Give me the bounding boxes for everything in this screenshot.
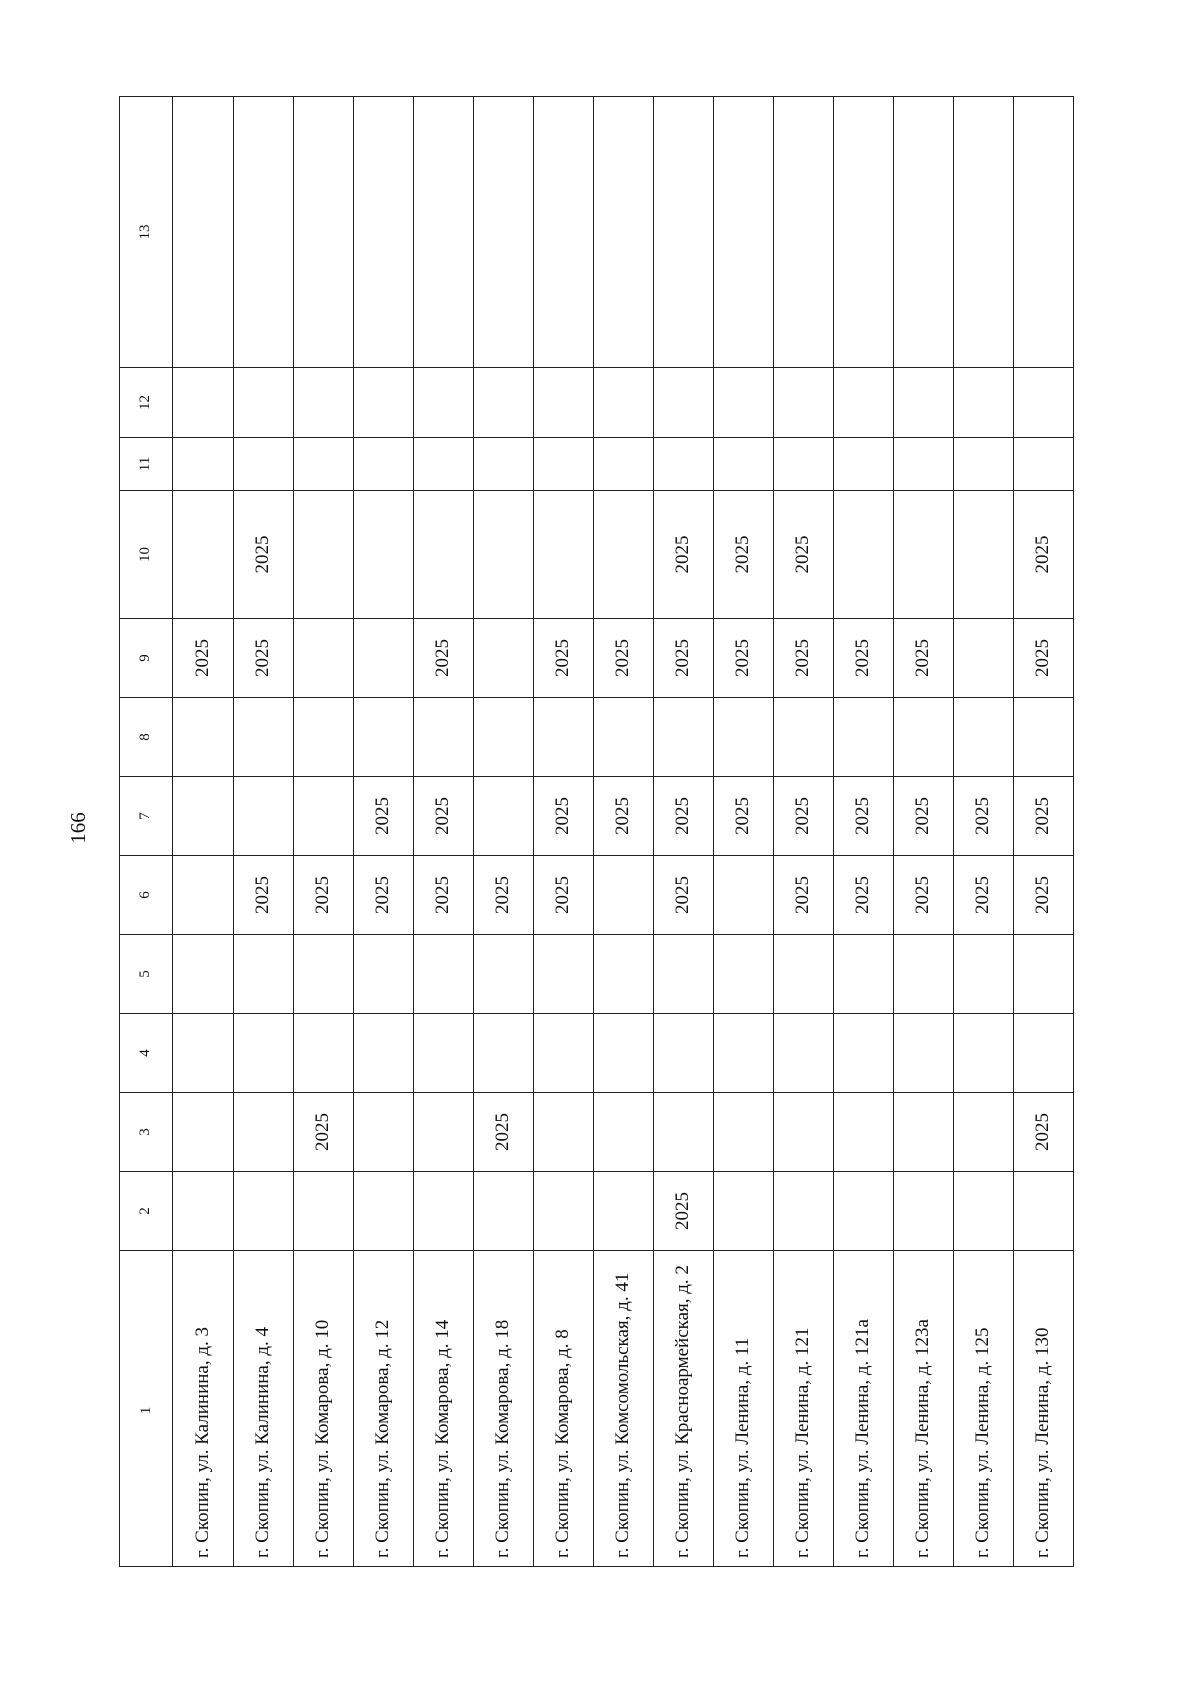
table-row: [833, 97, 893, 1567]
year-cell: [833, 97, 893, 368]
year-cell: 2025: [713, 619, 773, 698]
year-cell: [473, 1014, 533, 1093]
year-cell: [172, 698, 233, 777]
year-cell: [533, 368, 593, 438]
year-cell: [653, 1014, 713, 1093]
year-cell: [233, 1093, 293, 1172]
year-cell: 2025: [1013, 619, 1073, 698]
year-cell: [773, 97, 833, 368]
year-cell: 2025: [413, 777, 473, 856]
year-cell: [293, 619, 353, 698]
year-cell: 2025: [353, 856, 413, 935]
address-cell: г. Скопин, ул. Комарова, д. 12: [353, 1251, 413, 1567]
address-cell: г. Скопин, ул. Калинина, д. 4: [233, 1251, 293, 1567]
year-cell: [413, 698, 473, 777]
year-cell: [413, 368, 473, 438]
year-cell: [533, 1014, 593, 1093]
year-cell: [593, 935, 653, 1014]
data-table: [119, 96, 1074, 1567]
year-cell: [593, 97, 653, 368]
year-cell: [773, 698, 833, 777]
year-cell: 2025: [653, 619, 713, 698]
year-cell: 2025: [233, 491, 293, 619]
table-row: [172, 97, 233, 1567]
year-cell: [593, 1172, 653, 1251]
year-cell: [172, 97, 233, 368]
year-cell: [773, 935, 833, 1014]
year-cell: [593, 438, 653, 491]
table-row: [653, 97, 713, 1567]
year-cell: [1013, 698, 1073, 777]
year-cell: [593, 856, 653, 935]
column-header: 1: [120, 1251, 173, 1567]
year-cell: [833, 1172, 893, 1251]
year-cell: [473, 368, 533, 438]
year-cell: [713, 1093, 773, 1172]
year-cell: 2025: [413, 619, 473, 698]
year-cell: [953, 1172, 1013, 1251]
year-cell: [833, 935, 893, 1014]
year-cell: [473, 97, 533, 368]
address-cell: г. Скопин, ул. Ленина, д. 11: [713, 1251, 773, 1567]
year-cell: [593, 698, 653, 777]
year-cell: [293, 368, 353, 438]
year-cell: [1013, 1172, 1073, 1251]
year-cell: [172, 777, 233, 856]
year-cell: [413, 1172, 473, 1251]
column-header: 6: [120, 856, 173, 935]
year-cell: 2025: [773, 777, 833, 856]
table-row: [353, 97, 413, 1567]
column-header: 9: [120, 619, 173, 698]
year-cell: [653, 698, 713, 777]
year-cell: 2025: [533, 619, 593, 698]
column-header: 3: [120, 1093, 173, 1172]
year-cell: [533, 438, 593, 491]
table-row: [1013, 97, 1073, 1567]
year-cell: 2025: [773, 856, 833, 935]
column-header: 7: [120, 777, 173, 856]
year-cell: [713, 438, 773, 491]
year-cell: [172, 1172, 233, 1251]
table-row: [713, 97, 773, 1567]
year-cell: [713, 1014, 773, 1093]
year-cell: 2025: [653, 777, 713, 856]
year-cell: [893, 1172, 953, 1251]
year-cell: 2025: [413, 856, 473, 935]
year-cell: 2025: [833, 777, 893, 856]
year-cell: 2025: [233, 619, 293, 698]
year-cell: [773, 1014, 833, 1093]
year-cell: [413, 935, 473, 1014]
year-cell: [773, 368, 833, 438]
year-cell: [353, 438, 413, 491]
column-header: 8: [120, 698, 173, 777]
year-cell: 2025: [353, 777, 413, 856]
table-row: [893, 97, 953, 1567]
column-header: 2: [120, 1172, 173, 1251]
year-cell: [172, 1093, 233, 1172]
year-cell: 2025: [773, 619, 833, 698]
year-cell: [233, 777, 293, 856]
year-cell: [533, 491, 593, 619]
year-cell: [713, 698, 773, 777]
year-cell: 2025: [653, 1172, 713, 1251]
year-cell: [713, 97, 773, 368]
address-cell: г. Скопин, ул. Ленина, д. 121: [773, 1251, 833, 1567]
column-header: 12: [120, 368, 173, 438]
year-cell: [473, 698, 533, 777]
year-cell: [893, 1014, 953, 1093]
year-cell: 2025: [1013, 777, 1073, 856]
year-cell: [473, 438, 533, 491]
year-cell: [893, 368, 953, 438]
year-cell: [953, 1014, 1013, 1093]
year-cell: 2025: [653, 856, 713, 935]
year-cell: [953, 935, 1013, 1014]
year-cell: [533, 1172, 593, 1251]
year-cell: [893, 438, 953, 491]
year-cell: [172, 935, 233, 1014]
year-cell: [353, 1014, 413, 1093]
year-cell: [233, 438, 293, 491]
year-cell: [533, 698, 593, 777]
year-cell: [833, 698, 893, 777]
year-cell: [533, 97, 593, 368]
year-cell: 2025: [953, 856, 1013, 935]
year-cell: 2025: [593, 777, 653, 856]
year-cell: 2025: [293, 856, 353, 935]
year-cell: 2025: [1013, 856, 1073, 935]
table-row: [413, 97, 473, 1567]
year-cell: [353, 368, 413, 438]
year-cell: [713, 368, 773, 438]
column-header: 13: [120, 97, 173, 368]
year-cell: [293, 491, 353, 619]
table-row: [953, 97, 1013, 1567]
year-cell: [233, 368, 293, 438]
address-cell: г. Скопин, ул. Комарова, д. 8: [533, 1251, 593, 1567]
year-cell: [713, 1172, 773, 1251]
year-cell: [953, 438, 1013, 491]
year-cell: [473, 1172, 533, 1251]
year-cell: [413, 438, 473, 491]
year-cell: [953, 698, 1013, 777]
year-cell: [773, 438, 833, 491]
year-cell: [1013, 1014, 1073, 1093]
year-cell: 2025: [533, 777, 593, 856]
year-cell: 2025: [473, 1093, 533, 1172]
address-cell: г. Скопин, ул. Ленина, д. 123а: [893, 1251, 953, 1567]
year-cell: [833, 438, 893, 491]
year-cell: [353, 619, 413, 698]
year-cell: 2025: [833, 856, 893, 935]
column-header: 4: [120, 1014, 173, 1093]
year-cell: [293, 97, 353, 368]
year-cell: [953, 368, 1013, 438]
year-cell: [293, 777, 353, 856]
year-cell: [353, 935, 413, 1014]
address-cell: г. Скопин, ул. Ленина, д. 130: [1013, 1251, 1073, 1567]
year-cell: 2025: [233, 856, 293, 935]
year-cell: [172, 368, 233, 438]
year-cell: [893, 698, 953, 777]
year-cell: [713, 935, 773, 1014]
year-cell: [833, 368, 893, 438]
table-header-row: [120, 97, 173, 1567]
year-cell: [953, 491, 1013, 619]
year-cell: [473, 619, 533, 698]
year-cell: 2025: [533, 856, 593, 935]
year-cell: [893, 97, 953, 368]
table-row: [593, 97, 653, 1567]
year-cell: [593, 368, 653, 438]
address-cell: г. Скопин, ул. Комсомольская, д. 41: [593, 1251, 653, 1567]
year-cell: [413, 97, 473, 368]
year-cell: [172, 856, 233, 935]
year-cell: [653, 438, 713, 491]
year-cell: [653, 97, 713, 368]
year-cell: [353, 1172, 413, 1251]
column-header: 11: [120, 438, 173, 491]
year-cell: [413, 1093, 473, 1172]
year-cell: [533, 935, 593, 1014]
year-cell: [353, 1093, 413, 1172]
year-cell: [293, 698, 353, 777]
year-cell: [413, 491, 473, 619]
address-cell: г. Скопин, ул. Комарова, д. 10: [293, 1251, 353, 1567]
year-cell: 2025: [593, 619, 653, 698]
column-header: 5: [120, 935, 173, 1014]
year-cell: 2025: [653, 491, 713, 619]
year-cell: [833, 1014, 893, 1093]
page-number: 166: [65, 812, 90, 844]
year-cell: [593, 1093, 653, 1172]
table-row: [473, 97, 533, 1567]
year-cell: [653, 935, 713, 1014]
year-cell: [172, 438, 233, 491]
address-cell: г. Скопин, ул. Комарова, д. 14: [413, 1251, 473, 1567]
year-cell: [413, 1014, 473, 1093]
year-cell: [773, 1093, 833, 1172]
year-cell: [172, 1014, 233, 1093]
year-cell: [233, 935, 293, 1014]
year-cell: [473, 935, 533, 1014]
year-cell: [1013, 935, 1073, 1014]
year-cell: 2025: [773, 491, 833, 619]
year-cell: 2025: [713, 777, 773, 856]
year-cell: [893, 491, 953, 619]
year-cell: [293, 1014, 353, 1093]
year-cell: [1013, 438, 1073, 491]
year-cell: [593, 491, 653, 619]
year-cell: 2025: [713, 491, 773, 619]
year-cell: [653, 1093, 713, 1172]
address-cell: г. Скопин, ул. Красноармейская, д. 2: [653, 1251, 713, 1567]
year-cell: [713, 856, 773, 935]
year-cell: [293, 935, 353, 1014]
year-cell: 2025: [893, 856, 953, 935]
year-cell: [953, 97, 1013, 368]
year-cell: [533, 1093, 593, 1172]
year-cell: [353, 491, 413, 619]
column-header: 10: [120, 491, 173, 619]
address-cell: г. Скопин, ул. Ленина, д. 125: [953, 1251, 1013, 1567]
year-cell: 2025: [1013, 491, 1073, 619]
table-row: [773, 97, 833, 1567]
address-cell: г. Скопин, ул. Ленина, д. 121а: [833, 1251, 893, 1567]
year-cell: [593, 1014, 653, 1093]
year-cell: [233, 97, 293, 368]
year-cell: [953, 1093, 1013, 1172]
year-cell: 2025: [893, 619, 953, 698]
year-cell: [1013, 97, 1073, 368]
year-cell: [653, 368, 713, 438]
year-cell: 2025: [833, 619, 893, 698]
year-cell: 2025: [953, 777, 1013, 856]
year-cell: [773, 1172, 833, 1251]
year-cell: [233, 698, 293, 777]
table-row: [233, 97, 293, 1567]
year-cell: 2025: [293, 1093, 353, 1172]
year-cell: 2025: [473, 856, 533, 935]
year-cell: [1013, 368, 1073, 438]
year-cell: [233, 1014, 293, 1093]
year-cell: [833, 1093, 893, 1172]
table-row: [533, 97, 593, 1567]
table-row: [293, 97, 353, 1567]
year-cell: [953, 619, 1013, 698]
year-cell: 2025: [172, 619, 233, 698]
rotated-table-wrapper: [119, 97, 1074, 1567]
year-cell: [893, 1093, 953, 1172]
year-cell: [353, 97, 413, 368]
year-cell: 2025: [1013, 1093, 1073, 1172]
year-cell: [473, 491, 533, 619]
year-cell: [833, 491, 893, 619]
address-cell: г. Скопин, ул. Калинина, д. 3: [172, 1251, 233, 1567]
year-cell: [353, 698, 413, 777]
address-cell: г. Скопин, ул. Комарова, д. 18: [473, 1251, 533, 1567]
year-cell: [473, 777, 533, 856]
year-cell: [233, 1172, 293, 1251]
year-cell: [172, 491, 233, 619]
year-cell: [293, 438, 353, 491]
year-cell: [293, 1172, 353, 1251]
year-cell: 2025: [893, 777, 953, 856]
year-cell: [893, 935, 953, 1014]
